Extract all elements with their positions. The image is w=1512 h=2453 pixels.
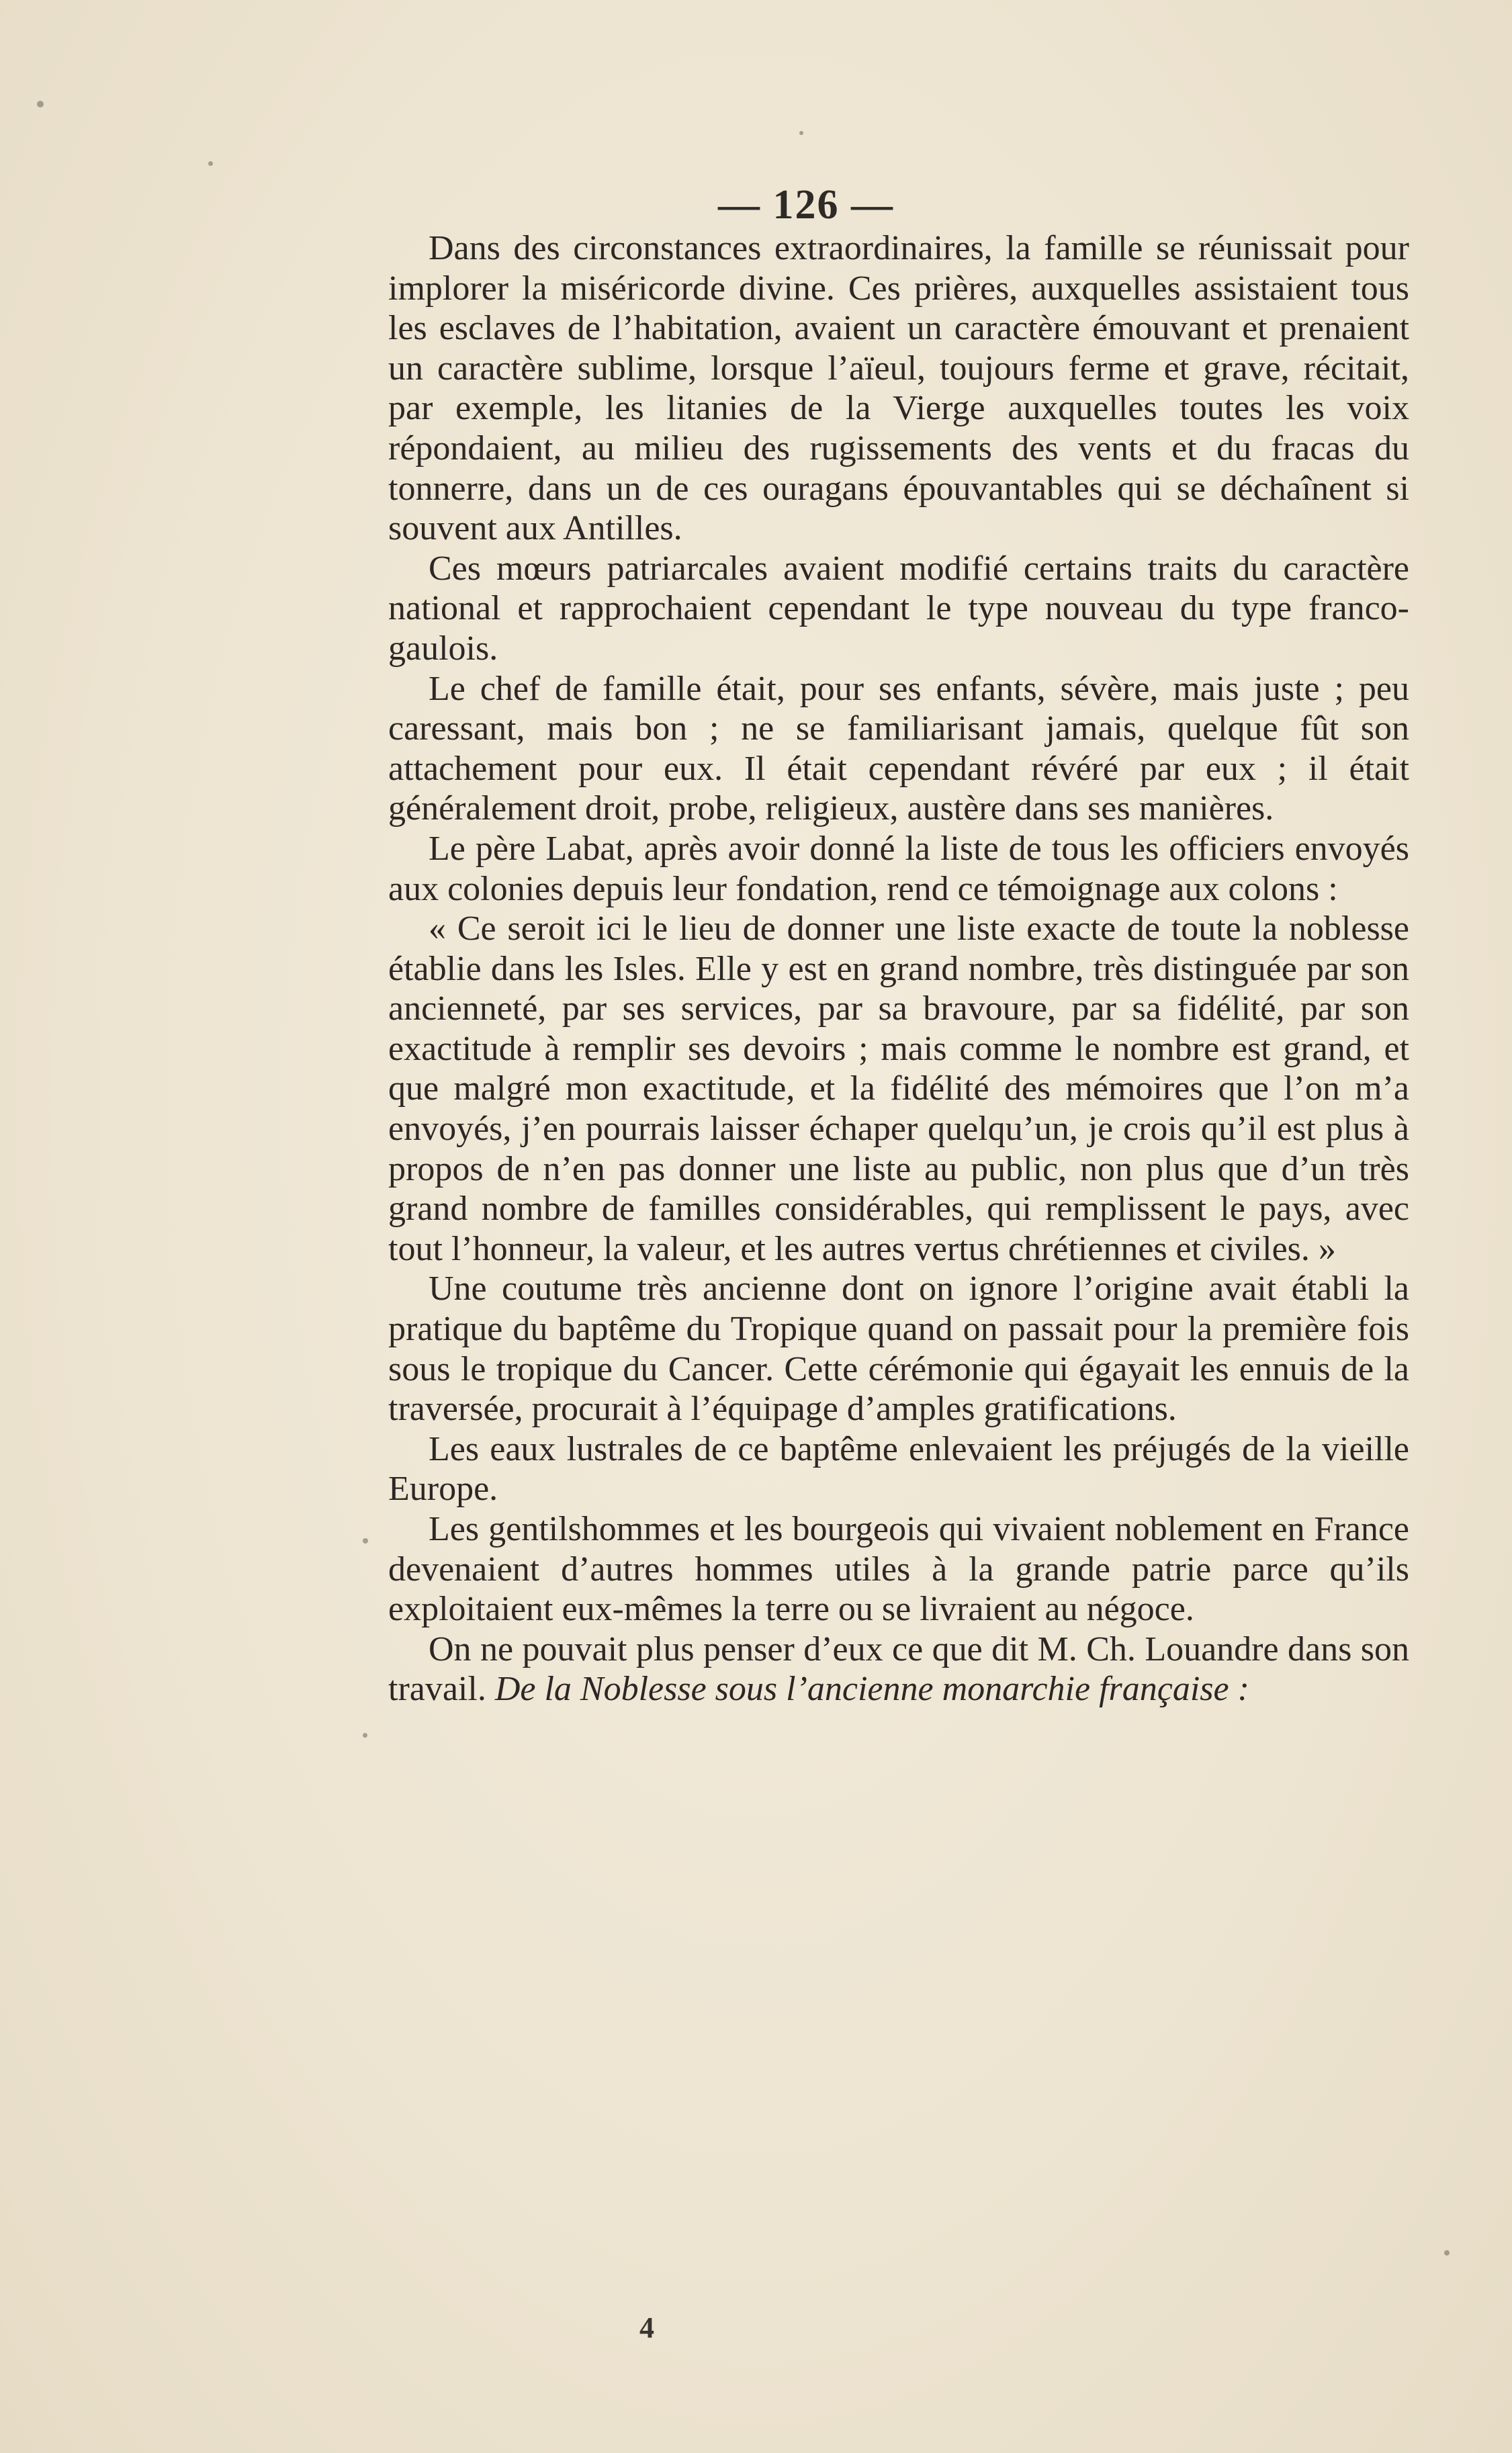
- paragraph-gentlemen-bourgeois: Les gentilshommes et les bourgeois qui vivaient noblement en France devenaient d’autres hommes utiles à la grande patrie parce qu’ils exploitaient eux-mêmes la terre ou se livraient au négoce.: [388, 1510, 1409, 1629]
- page-number: — 126 —: [718, 182, 894, 228]
- paragraph-head-of-family: Le chef de famille était, pour ses enfants, sévère, mais juste ; peu caressant, mais bon ; ne se familiarisant jamais, quelque fût son attachement pour eux. Il était cependant révéré par eux ; il était généralement droit, probe, religieux, austère dans ses manières.: [388, 669, 1409, 828]
- paper-speck: [799, 131, 803, 135]
- paper-speck: [363, 1538, 368, 1544]
- paragraph-patriarchal-customs: Ces mœurs patriarcales avaient modifié certains traits du caractère national et rapprochaient cependant le type nouveau du type franco-gaulois.: [388, 549, 1409, 668]
- paper-speck: [1444, 2250, 1450, 2256]
- book-title-italic: De la Noblesse sous l’ancienne monarchie française :: [494, 1670, 1249, 1709]
- paragraph-pere-labat: Le père Labat, après avoir donné la liste de tous les officiers envoyés aux colonies depuis leur fondation, rend ce témoignage aux colons :: [388, 829, 1409, 908]
- paragraph-family-prayers: Dans des circonstances extraordinaires, la famille se réunissait pour implorer la miséricorde divine. Ces prières, auxquelles assistaient tous les esclaves de l’habitation, avaient un caractère émouvant et prenaient un caractère sublime, lorsque l’aïeul, toujours ferme et grave, récitait, par exemple, les litanies de la Vierge auxquelles toutes les voix répondaient, au milieu des rugissements des vents et du fracas du tonnerre, dans un de ces ouragans épouvantables qui se déchaînent si souvent aux Antilles.: [388, 229, 1409, 548]
- paragraph-tropic-baptism: Une coutume très ancienne dont on ignore l’origine avait établi la pratique du baptême du Tropique quand on passait pour la première fois sous le tropique du Cancer. Cette cérémonie qui égayait les ennuis de la traversée, procurait à l’équipage d’amples gratifications.: [388, 1269, 1409, 1429]
- louandre-text: On ne pouvait plus penser d’eux ce que dit M. Ch. Louandre dans son travail.: [388, 1630, 1409, 1709]
- paper-speck: [208, 161, 213, 166]
- paper-speck: [363, 1733, 367, 1738]
- signature-mark: 4: [639, 2311, 654, 2344]
- paragraph-louandre: [388, 1630, 1409, 1709]
- paragraph-lustral-waters: Les eaux lustrales de ce baptême enlevaient les préjugés de la vieille Europe.: [388, 1429, 1409, 1509]
- paragraph-labat-quotation: « Ce seroit ici le lieu de donner une liste exacte de toute la noblesse établie dans les Isles. Elle y est en grand nombre, très distinguée par son ancienneté, par ses services, par sa bravoure, par sa fidélité, par son exactitude à remplir ses devoirs ; mais comme le nombre est grand, et que malgré mon exactitude, et la fidélité des mémoires que l’on m’a envoyés, j’en pourrais laisser échaper quelqu’un, je crois qu’il est plus à propos de n’en pas donner une liste au public, non plus que d’un très grand nombre de familles considérables, qui remplissent le pays, avec tout l’honneur, la valeur, et les autres vertus chrétiennes et civiles. »: [388, 909, 1409, 1268]
- paper-speck: [37, 101, 44, 107]
- body-text: [388, 228, 1409, 1709]
